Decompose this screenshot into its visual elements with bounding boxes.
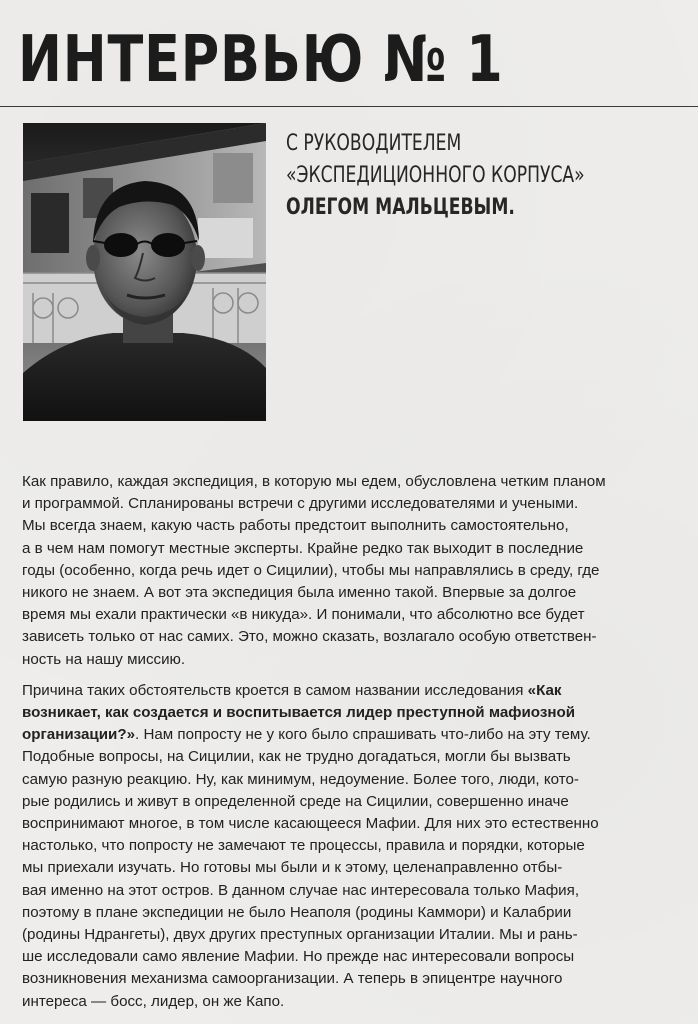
research-title-part: «Как xyxy=(527,681,562,699)
paragraph-line: возникновения механизма самоорганизации. А теперь в эпицентре научного xyxy=(22,970,563,988)
paragraph-line: ше исследовали само явление Мафии. Но прежде нас интересовали вопросы xyxy=(22,948,575,966)
paragraph-line: рые родились и живут в определенной среде на Сицилии, совершенно иначе xyxy=(22,792,569,810)
paragraph-line: зависеть только от нас самих. Это, можно сказать, возлагало особую ответствен- xyxy=(22,628,597,646)
interview-subtitle xyxy=(286,128,598,224)
paragraph-text: Причина таких обстоятельств кроется в самом названии исследования xyxy=(22,681,528,699)
paragraph-line: ность на нашу миссию. xyxy=(22,650,186,668)
paragraph-line: и программой. Спланированы встречи с другими исследователями и учеными. xyxy=(22,495,579,513)
paragraph-line: время мы ехали практически «в никуда». И понимали, что абсолютно все будет xyxy=(22,606,585,624)
paragraph-line: поэтому в плане экспедиции не было Неаполя (родины Каммори) и Калабрии xyxy=(22,903,572,921)
paragraph-line xyxy=(22,702,678,724)
paragraph-line xyxy=(22,724,678,746)
portrait-photo xyxy=(23,123,266,421)
paragraph-line: Мы всегда знаем, какую часть работы предстоит выполнить самостоятельно, xyxy=(22,517,569,535)
paragraph-line: мы приехали изучать. Но готовы мы были и к этому, целенаправленно отбы- xyxy=(22,859,563,877)
paragraph-line: а в чем нам помогут местные эксперты. Крайне редко так выходит в последние xyxy=(22,539,584,557)
paragraph-1 xyxy=(22,471,680,671)
interview-title: ИНТЕРВЬЮ № 1 xyxy=(18,23,504,97)
paragraph-line: вая именно на этот остров. В данном случае нас интересовала только Мафия, xyxy=(22,881,580,899)
paragraph-line: годы (особенно, когда речь идет о Сицилии), чтобы мы направлялись в среду, где xyxy=(22,561,600,579)
paragraph-line: воспринимают многое, в том числе касающееся Мафии. Для них это естественно xyxy=(22,815,599,833)
research-title-part: возникает, как создается и воспитывается лидер преступной мафиозной xyxy=(22,704,576,722)
paragraph-line: никого не знаем. А вот эта экспедиция была именно такой. Впервые за долгое xyxy=(22,584,577,602)
paragraph-line: (родины Ндрангеты), двух других преступных организации Италии. Мы и рань- xyxy=(22,926,578,944)
subtitle-line-2: «ЭКСПЕДИЦИОННОГО КОРПУСА» xyxy=(286,163,585,188)
paragraph-2 xyxy=(22,680,680,1013)
paragraph-line: интереса — босс, лидер, он же Капо. xyxy=(22,992,285,1010)
interviewee-name: ОЛЕГОМ МАЛЬЦЕВЫМ. xyxy=(286,195,515,220)
paragraph-text: . Нам попросту не у кого было спрашивать что-либо на эту тему. xyxy=(135,726,591,744)
title-divider xyxy=(0,106,698,107)
paragraph-line: самую разную реакцию. Ну, как минимум, недоумение. Более того, люди, кото- xyxy=(22,770,579,788)
portrait-photo-drawing xyxy=(23,123,266,421)
subtitle-line-1: С РУКОВОДИТЕЛЕМ xyxy=(286,131,462,156)
paragraph-line xyxy=(22,680,678,702)
paragraph-line: Подобные вопросы, на Сицилии, как не трудно догадаться, могли бы вызвать xyxy=(22,748,571,766)
article-body xyxy=(22,471,680,1022)
paragraph-line: настолько, что попросту не замечают те процессы, правила и порядки, которые xyxy=(22,837,585,855)
paragraph-line: Как правило, каждая экспедиция, в которую мы едем, обусловлена четким планом xyxy=(22,473,606,490)
research-title-part: организации?» xyxy=(22,726,136,744)
